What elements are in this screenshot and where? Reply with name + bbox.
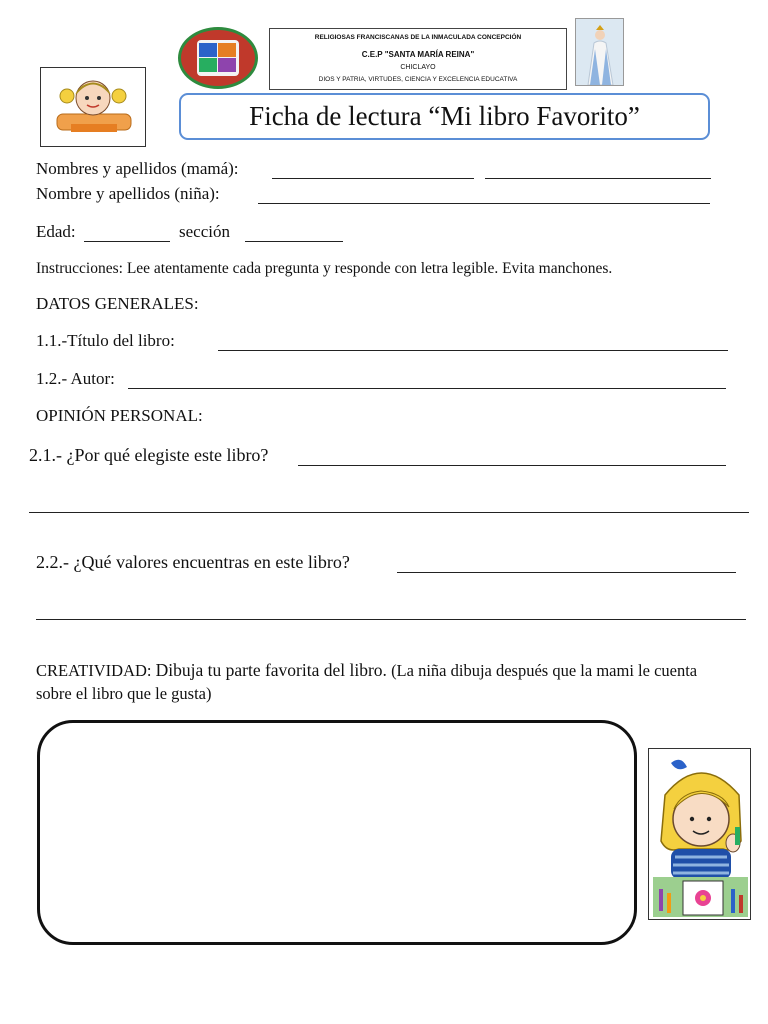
question-values: 2.2.- ¿Qué valores encuentras en este libro? bbox=[36, 552, 350, 572]
page-title: Ficha de lectura “Mi libro Favorito” bbox=[179, 93, 710, 140]
mother-name-label: Nombres y apellidos (mamá): bbox=[36, 159, 239, 178]
mother-name-field-2[interactable] bbox=[485, 178, 711, 179]
answer-why-book-line-2[interactable] bbox=[29, 512, 749, 513]
congregation-name: RELIGIOSAS FRANCISCANAS DE LA INMACULADA CONCEPCIÓN bbox=[314, 34, 522, 41]
book-title-label: 1.1.-Título del libro: bbox=[36, 331, 175, 350]
general-data-heading: DATOS GENERALES: bbox=[36, 294, 199, 313]
creativity-prompt: Dibuja tu parte favorita del libro. bbox=[155, 660, 387, 680]
answer-values-line-1[interactable] bbox=[397, 572, 736, 573]
section-label: sección bbox=[179, 222, 230, 241]
creativity-line-1 bbox=[36, 660, 697, 681]
creativity-label: CREATIVIDAD: bbox=[36, 661, 152, 680]
age-field[interactable] bbox=[84, 241, 170, 242]
school-header bbox=[269, 28, 567, 90]
drawing-area[interactable] bbox=[37, 720, 637, 945]
opinion-heading: OPINIÓN PERSONAL: bbox=[36, 406, 203, 425]
school-motto: DIOS Y PATRIA, VIRTUDES, CIENCIA Y EXCELENCIA EDUCATIVA bbox=[318, 76, 518, 83]
school-city: CHICLAYO bbox=[400, 64, 436, 71]
section-field[interactable] bbox=[245, 241, 343, 242]
mother-name-field[interactable] bbox=[272, 178, 474, 179]
author-field[interactable] bbox=[128, 388, 726, 389]
answer-why-book-line-1[interactable] bbox=[298, 465, 726, 466]
creativity-note-2: sobre el libro que le gusta) bbox=[36, 684, 212, 703]
girl-name-label: Nombre y apellidos (niña): bbox=[36, 184, 220, 203]
author-label: 1.2.- Autor: bbox=[36, 369, 115, 388]
answer-values-line-2[interactable] bbox=[36, 619, 746, 620]
creativity-note-1: (La niña dibuja después que la mami le cuenta bbox=[391, 661, 698, 680]
virgin-mary-image-icon bbox=[575, 18, 624, 86]
girl-name-field[interactable] bbox=[258, 203, 710, 204]
school-crest-icon bbox=[178, 27, 258, 89]
book-title-field[interactable] bbox=[218, 350, 728, 351]
age-label: Edad: bbox=[36, 222, 76, 241]
girl-drawing-icon bbox=[648, 748, 751, 920]
question-why-book: 2.1.- ¿Por qué elegiste este libro? bbox=[29, 445, 269, 465]
school-name: C.E.P "SANTA MARÍA REINA" bbox=[361, 50, 475, 59]
girl-with-pencil-icon bbox=[40, 67, 146, 147]
instructions-text: Instrucciones: Lee atentamente cada pregunta y responde con letra legible. Evita manchones. bbox=[36, 260, 613, 277]
